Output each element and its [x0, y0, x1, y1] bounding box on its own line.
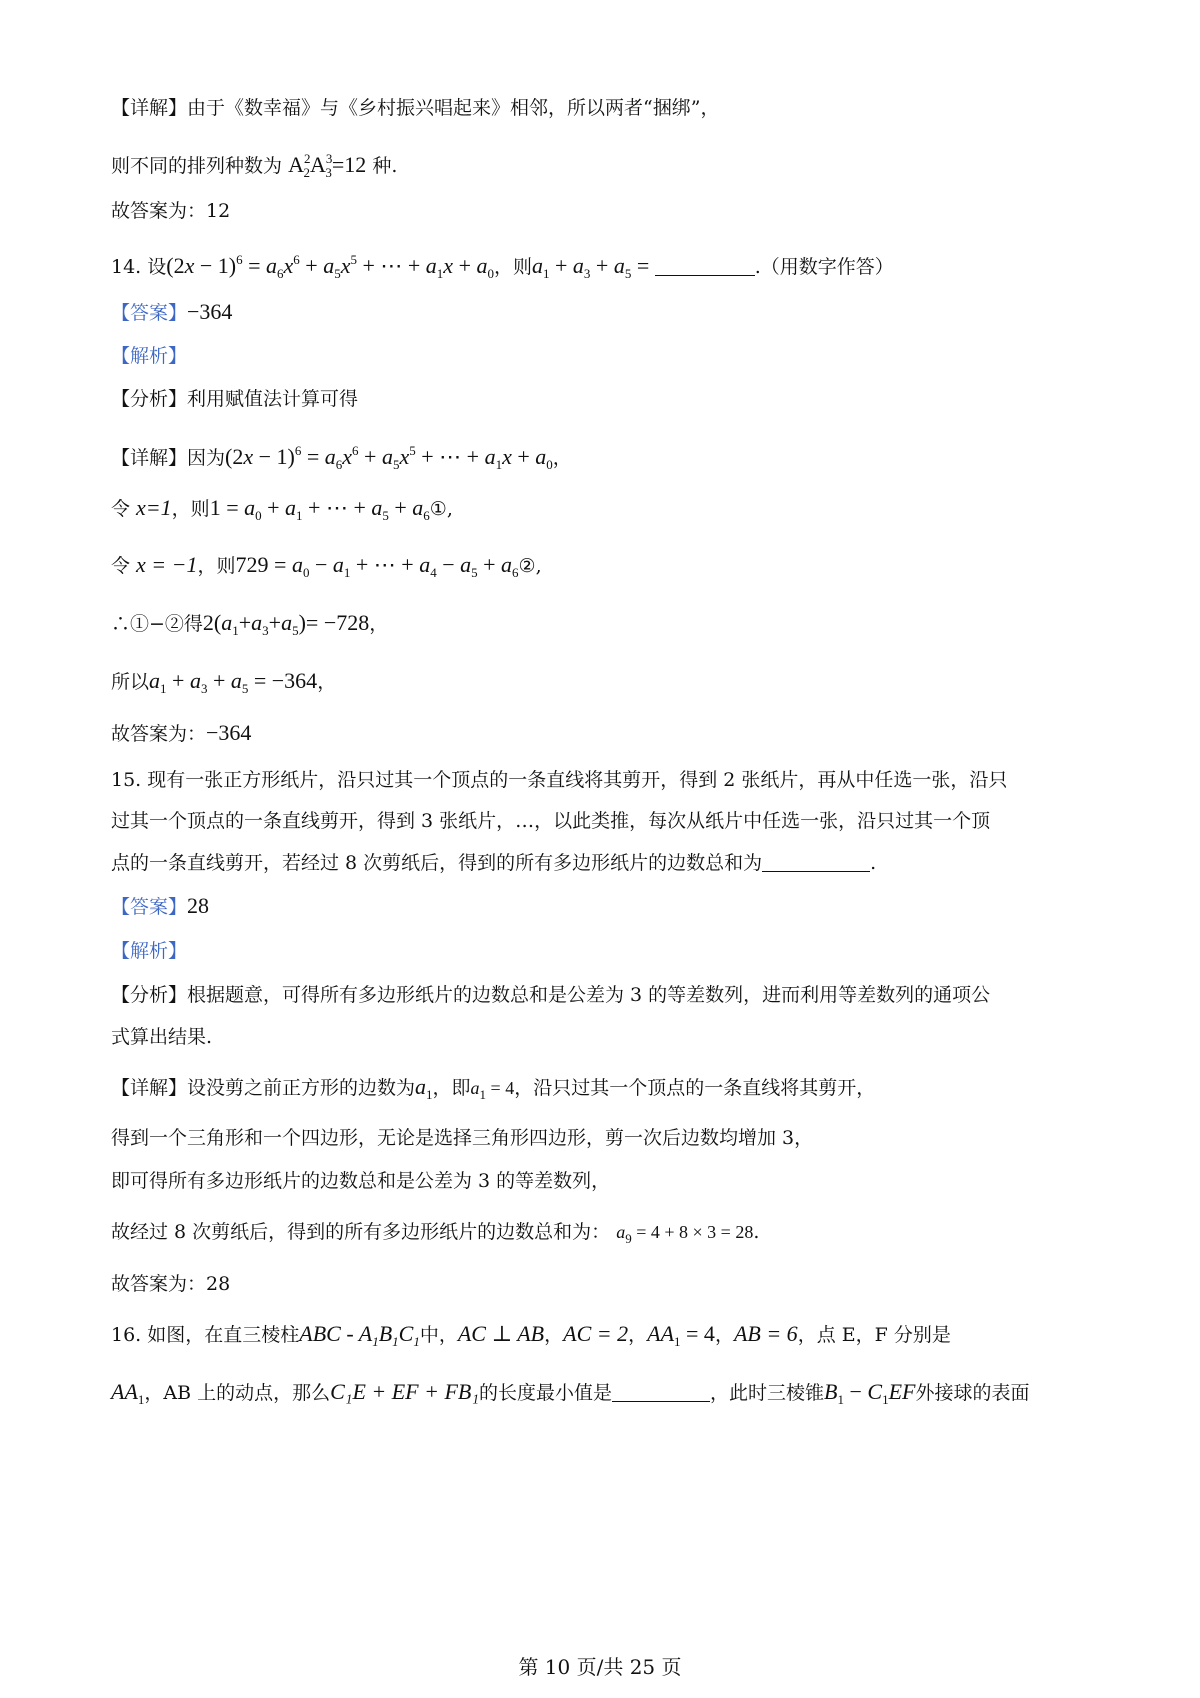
- q15-analysis-line-2: 式算出结果.: [111, 1026, 213, 1048]
- q14-answer-label: 【答案】: [111, 302, 188, 324]
- q15-detail-formula: $a_9 = 4 + 8 \times 3 = 28$: [616, 1222, 754, 1246]
- q15-question-line-3: 点的一条直线剪开，若经过 8 次剪纸后，得到的所有多边形纸片的边数总和为 .: [111, 852, 877, 874]
- q14-step4: 所以$a_1 + a_3 + a_5 = -364$，: [111, 668, 337, 696]
- q15-analysis-line-1: 【分析】根据题意，可得所有多边形纸片的边数总和是公差为 3 的等差数列，进而利用等差数列的通项公: [111, 984, 991, 1006]
- q13-detail-line: [111, 94, 719, 122]
- q15-question-line-2: 过其一个顶点的一条直线剪开，得到 3 张纸片，…，以此类推，每次从纸片中任选一张，沿只过其一个顶: [111, 810, 991, 832]
- q14-expansion: $(2x - 1)^6 = a_6x^6 + a_5x^5$ + ⋯ + $a_1x + a_0$: [166, 252, 494, 281]
- q14-answer-blank: [655, 275, 755, 276]
- q14-analysis-line: [111, 385, 358, 413]
- q15-analysis-label: 【分析】: [111, 984, 188, 1006]
- q15-jiexi-label: 【解析】: [111, 940, 188, 962]
- q13-detail-label: 【详解】: [111, 97, 188, 119]
- q15-detail-line-2: 得到一个三角形和一个四边形，无论是选择三角形四边形，剪一次后边数均增加 3，: [111, 1127, 814, 1149]
- q14-detail-line: 【详解】因为$(2x - 1)^6 = a_6x^6 + a_5x^5$ + ⋯ + $a_1x + a_0$，: [111, 443, 572, 472]
- q14-number: 14. 设: [111, 256, 167, 278]
- q15-detail-line-1: 【详解】设没剪之前正方形的边数为$a_1$，即$a_1 = 4$，沿只过其一个顶点的一条直线将其剪开，: [111, 1074, 876, 1102]
- q14-step4-formula: $a_1 + a_3 + a_5 = -364$: [149, 668, 318, 696]
- q14-detail-formula: $(2x - 1)^6 = a_6x^6 + a_5x^5$ + ⋯ + $a_1x + a_0$: [225, 443, 553, 472]
- q13-formula: $A^2_2A^3_3=12$: [288, 151, 367, 180]
- q15-detail-label: 【详解】: [111, 1077, 188, 1099]
- q14-step2: 令 x = −1，则$729 = a_0 - a_1$ + ⋯ + $a_4 - a_5$ + $a_6②$,: [111, 552, 542, 580]
- q14-jiexi-label: 【解析】: [111, 345, 188, 367]
- q14-step1-formula: $1 = a_0 + a_1$ + ⋯ + $a_5 + a_6$: [209, 495, 430, 523]
- q14-detail-label: 【详解】: [111, 447, 188, 469]
- q13-count-prefix: 则不同的排列种数为: [111, 155, 283, 177]
- q13-count-line: [111, 145, 397, 187]
- q14-answer-line: [111, 298, 232, 327]
- q15-detail-line-4: 故经过 8 次剪纸后，得到的所有多边形纸片的边数总和为： $a_9 = 4 + 8 \times 3 = 28$.: [111, 1221, 760, 1246]
- q14-analysis-text: 利用赋值法计算可得: [187, 388, 359, 410]
- q15-answer-value: 28: [187, 893, 210, 918]
- q14-final: 故答案为：−364: [111, 720, 252, 745]
- q16-question-line-2: $AA_1$，AB 上的动点，那么C₁E + EF + FB₁的长度最小值是 ，此时三棱锥$B_1 - C_1EF$外接球的表面: [111, 1379, 1030, 1407]
- q14-step3-formula: $2(a_1+a_3+a_5)= -728$: [202, 610, 370, 638]
- q14-question: 14. 设$(2x - 1)^6 = a_6x^6 + a_5x^5$ + ⋯ + $a_1x + a_0$，则$a_1 + a_3 + a_5$ = .（用数字作答）: [111, 252, 894, 281]
- q15-final: 故答案为：28: [111, 1273, 231, 1295]
- q13-detail-text: 由于《数幸福》与《乡村振兴唱起来》相邻，所以两者“捆绑”，: [187, 97, 720, 119]
- q15-answer-blank: [762, 871, 870, 872]
- q13-final: 故答案为：12: [111, 200, 231, 222]
- q15-answer-label: 【答案】: [111, 896, 188, 918]
- q15-question-line-1: 15. 现有一张正方形纸片，沿只过其一个顶点的一条直线将其剪开，得到 2 张纸片，再从中任选一张，沿只: [111, 769, 1008, 791]
- q14-answer-value: −364: [187, 299, 233, 324]
- q16-answer-blank: [612, 1401, 710, 1402]
- q14-analysis-label: 【分析】: [111, 388, 188, 410]
- q14-target-sum: $a_1 + a_3 + a_5$ =: [532, 253, 655, 281]
- q14-step2-formula: $729 = a_0 - a_1$ + ⋯ + $a_4 - a_5 + a_6$: [235, 552, 519, 580]
- q15-detail-line-3: 即可得所有多边形纸片的边数总和是公差为 3 的等差数列，: [111, 1170, 611, 1192]
- q13-count-suffix: 种.: [372, 155, 398, 177]
- q16-question-line-1: 16. 如图，在直三棱柱ABC - $A_1B_1C_1$中，AC ⊥ AB，AC = 2，$AA_1 = 4$，AB = 6，点 E，F 分别是: [111, 1321, 951, 1349]
- q15-answer-line: [111, 892, 209, 921]
- q16-prism: ABC - $A_1B_1C_1$: [299, 1321, 420, 1349]
- page-footer: 第 10 页/共 25 页: [518, 1655, 682, 1679]
- q14-step3: ∴①−②得$2(a_1+a_3+a_5)= -728$，: [111, 610, 389, 638]
- q14-step1: 令 x=1，则$1 = a_0 + a_1$ + ⋯ + $a_5$ + $a_6①$,: [111, 495, 453, 523]
